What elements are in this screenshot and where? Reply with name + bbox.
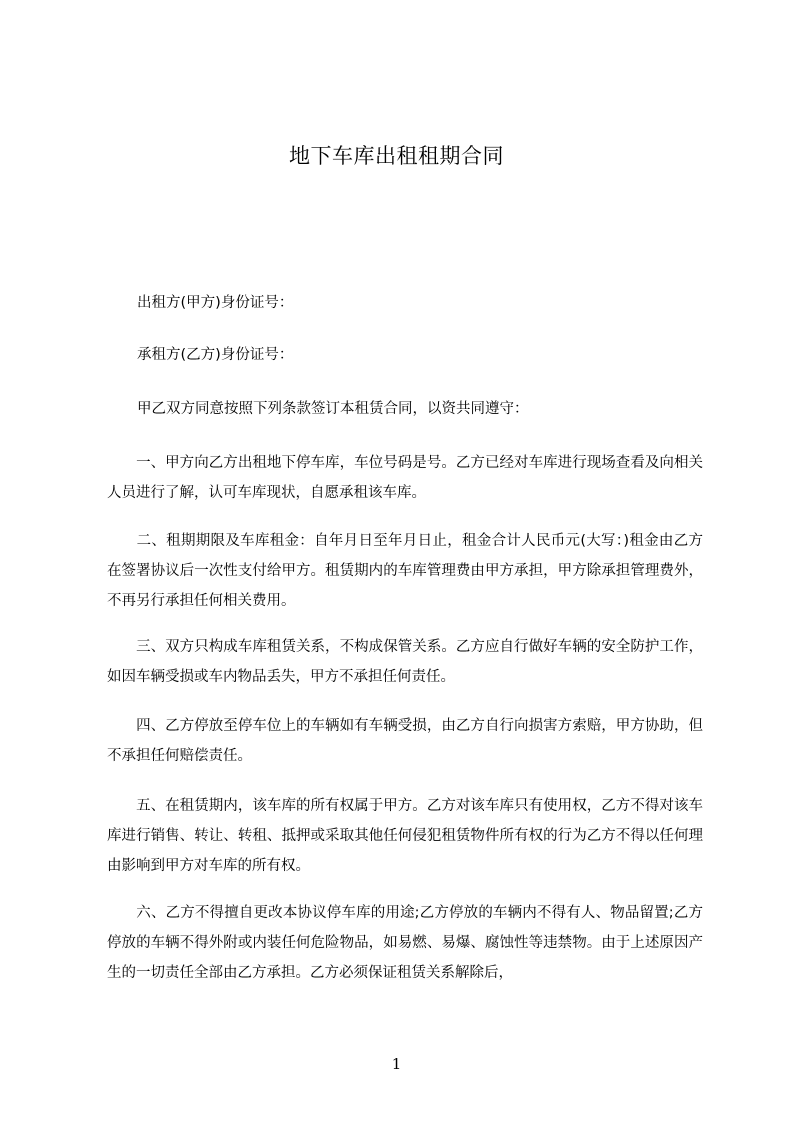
clause-1: 一、甲方向乙方出租地下停车库，车位号码是号。乙方已经对车库进行现场查看及向相关人员进行了解，认可车库现状，自愿承租该车库。 bbox=[107, 455, 703, 501]
clause-3: 三、双方只构成车库租赁关系，不构成保管关系。乙方应自行做好车辆的安全防护工作，如因车辆受损或车内物品丢失，甲方不承担任何责任。 bbox=[107, 639, 703, 685]
clause-4: 四、乙方停放至停车位上的车辆如有车辆受损，由乙方自行向损害方索赔，甲方协助，但不承担任何赔偿责任。 bbox=[107, 718, 703, 764]
lessor-id-line: 出租方(甲方)身份证号： bbox=[137, 295, 294, 311]
clause-5: 五、在租赁期内，该车库的所有权属于甲方。乙方对该车库只有使用权，乙方不得对该车库进行销售、转让、转租、抵押或采取其他任何侵犯租赁物件所有权的行为乙方不得以任何理由影响到甲方对车库的所有权。 bbox=[107, 798, 703, 874]
intro-paragraph: 甲乙双方同意按照下列条款签订本租赁合同，以资共同遵守： bbox=[137, 401, 529, 417]
clause-2: 二、租期期限及车库租金：自年月日至年月日止，租金合计人民币元(大写：)租金由乙方在签署协议后一次性支付给甲方。租赁期内的车库管理费由甲方承担，甲方除承担管理费外，不再另行承担任何相关费用。 bbox=[107, 533, 703, 609]
lessee-id-line: 承租方(乙方)身份证号： bbox=[137, 347, 294, 363]
clause-6: 六、乙方不得擅自更改本协议停车库的用途;乙方停放的车辆内不得有人、物品留置;乙方停放的车辆不得外附或内装任何危险物品，如易燃、易爆、腐蚀性等违禁物。由于上述原因产生的一切责任全部由乙方承担。乙方必须保证租赁关系解除后， bbox=[107, 905, 703, 981]
document-title: 地下车库出租租期合同 bbox=[289, 144, 504, 168]
page-number: 1 bbox=[391, 1055, 402, 1073]
